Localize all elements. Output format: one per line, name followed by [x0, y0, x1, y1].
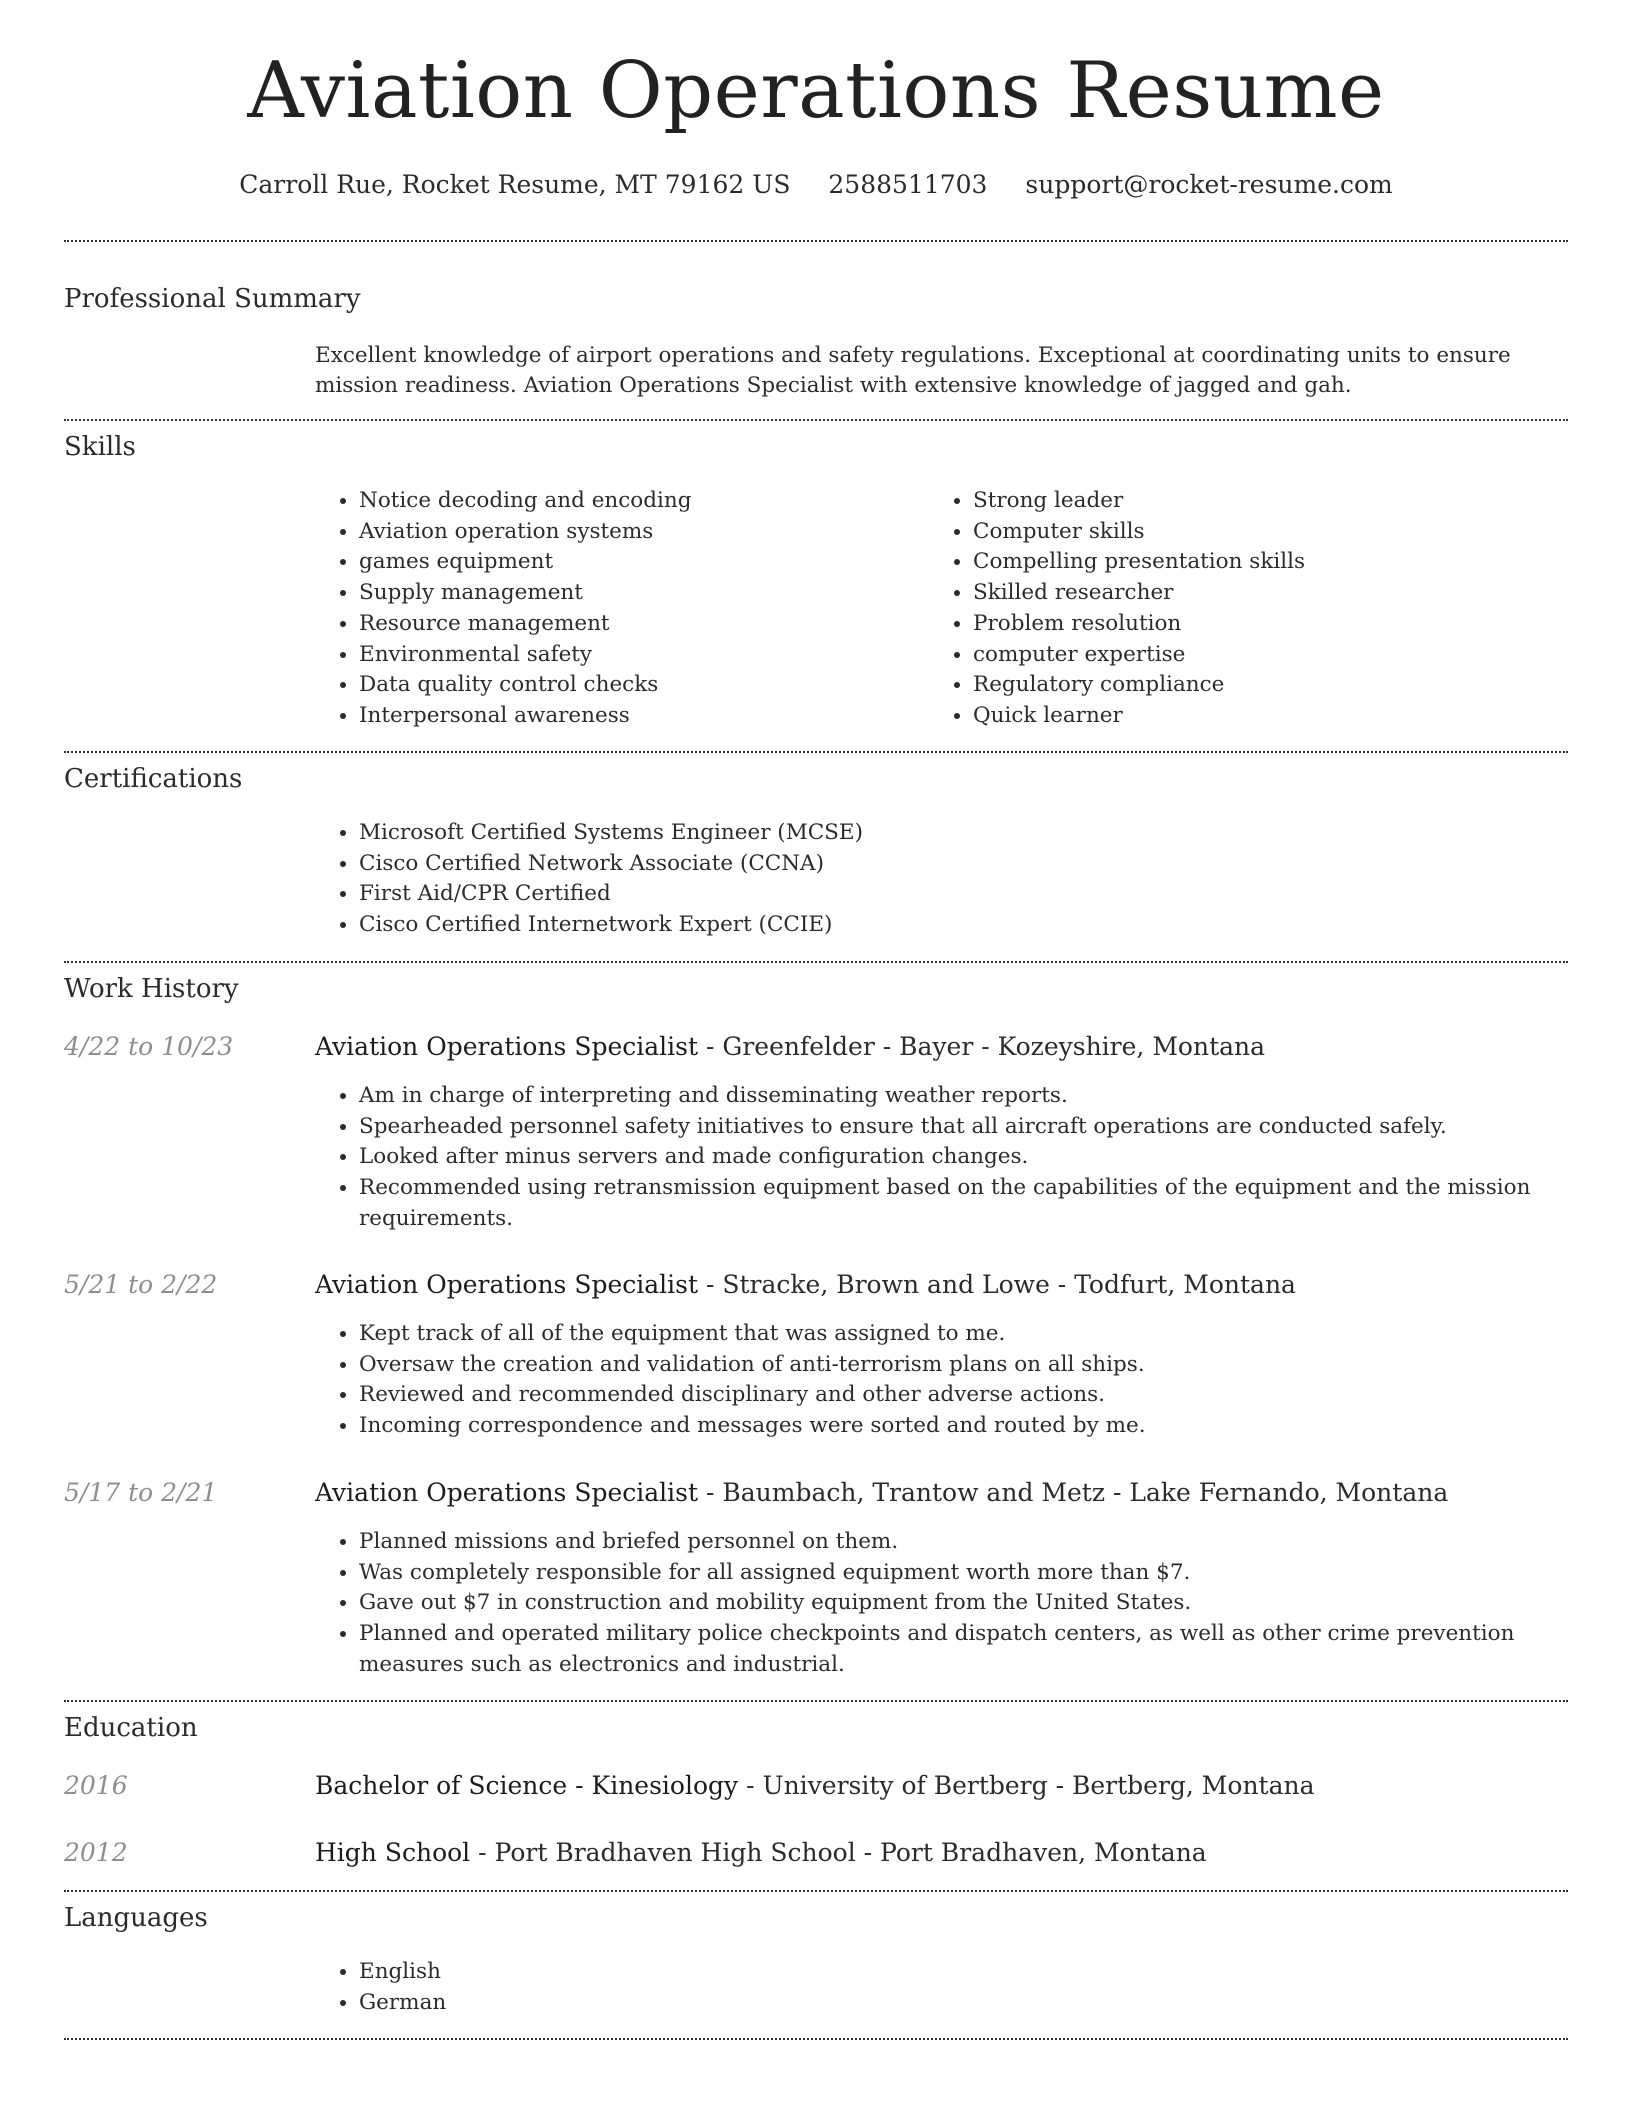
- skill-item: • games equipment: [359, 547, 919, 578]
- contact-phone: 2588511703: [828, 170, 988, 199]
- job-employer: - Stracke, Brown and Lowe - Todfurt, Montana: [698, 1270, 1296, 1299]
- job-bullet: • Am in charge of interpreting and disseminating weather reports.: [359, 1081, 1579, 1112]
- certification-item: • Microsoft Certified Systems Engineer (MCSE): [359, 818, 1559, 849]
- contact-line: [0, 170, 1632, 199]
- education-degree: High School: [315, 1838, 471, 1867]
- section-divider: [64, 1700, 1568, 1702]
- certification-item: • First Aid/CPR Certified: [359, 879, 1559, 910]
- job-role: Aviation Operations Specialist: [315, 1270, 699, 1299]
- work-heading: Work History: [64, 974, 239, 1004]
- skill-item: • Compelling presentation skills: [973, 547, 1533, 578]
- certification-item: • Cisco Certified Internetwork Expert (CCIE): [359, 910, 1559, 941]
- certifications-list: [315, 818, 1559, 941]
- job-dates: 5/17 to 2/21: [64, 1478, 218, 1507]
- job-bullets: [315, 1319, 1579, 1442]
- job-dates: 5/21 to 2/22: [64, 1270, 218, 1299]
- section-divider: [64, 751, 1568, 753]
- summary-text: Excellent knowledge of airport operations and safety regulations. Exceptional at coordinating units to ensure mission readiness. Aviation Operations Specialist with extensive knowledge of jagged and gah.: [315, 343, 1511, 398]
- skill-item: • Strong leader: [973, 486, 1533, 517]
- job-bullet: • Recommended using retransmission equipment based on the capabilities of the equipment and the mission requirements.: [359, 1173, 1579, 1234]
- job-dates: 4/22 to 10/23: [64, 1032, 234, 1061]
- contact-email: support@rocket-resume.com: [1025, 170, 1393, 199]
- education-year: 2012: [64, 1838, 128, 1867]
- job-title: [315, 1032, 1265, 1061]
- language-item: • German: [359, 1988, 959, 2019]
- section-divider: [64, 419, 1568, 421]
- job-employer: - Greenfelder - Bayer - Kozeyshire, Montana: [698, 1032, 1266, 1061]
- job-title: [315, 1270, 1296, 1299]
- skill-item: • computer expertise: [973, 640, 1533, 671]
- contact-address: Carroll Rue, Rocket Resume, MT 79162 US: [239, 170, 791, 199]
- skill-item: • Data quality control checks: [359, 670, 919, 701]
- education-entry: [315, 1771, 1315, 1800]
- skills-list-left: [315, 486, 919, 732]
- job-bullet: • Planned and operated military police checkpoints and dispatch centers, as well as other crime prevention measures such as electronics and industrial.: [359, 1619, 1579, 1680]
- skill-item: • Problem resolution: [973, 609, 1533, 640]
- skill-item: • Computer skills: [973, 517, 1533, 548]
- languages-list: [315, 1957, 959, 2018]
- section-divider: [64, 240, 1568, 242]
- section-divider: [64, 961, 1568, 963]
- education-heading: Education: [64, 1713, 198, 1743]
- job-bullet: • Looked after minus servers and made configuration changes.: [359, 1142, 1579, 1173]
- job-bullet: • Was completely responsible for all assigned equipment worth more than $7.: [359, 1558, 1579, 1589]
- skills-list-right: [929, 486, 1533, 732]
- job-bullet: • Kept track of all of the equipment that was assigned to me.: [359, 1319, 1579, 1350]
- skill-item: • Quick learner: [973, 701, 1533, 732]
- skill-item: • Interpersonal awareness: [359, 701, 919, 732]
- skill-item: • Environmental safety: [359, 640, 919, 671]
- certification-item: • Cisco Certified Network Associate (CCNA): [359, 849, 1559, 880]
- section-divider: [64, 1890, 1568, 1892]
- skill-item: • Notice decoding and encoding: [359, 486, 919, 517]
- section-divider: [64, 2038, 1568, 2040]
- job-bullet: • Spearheaded personnel safety initiatives to ensure that all aircraft operations are conducted safely.: [359, 1112, 1579, 1143]
- job-role: Aviation Operations Specialist: [315, 1478, 699, 1507]
- job-employer: - Baumbach, Trantow and Metz - Lake Fernando, Montana: [698, 1478, 1449, 1507]
- skill-item: • Resource management: [359, 609, 919, 640]
- education-school: - University of Bertberg - Bertberg, Montana: [738, 1771, 1315, 1800]
- skill-item: • Supply management: [359, 578, 919, 609]
- skill-item: • Aviation operation systems: [359, 517, 919, 548]
- job-bullet: • Incoming correspondence and messages were sorted and routed by me.: [359, 1411, 1579, 1442]
- skills-heading: Skills: [64, 432, 136, 462]
- skill-item: • Skilled researcher: [973, 578, 1533, 609]
- skill-item: • Regulatory compliance: [973, 670, 1533, 701]
- job-bullet: • Oversaw the creation and validation of anti-terrorism plans on all ships.: [359, 1350, 1579, 1381]
- education-entry: [315, 1838, 1207, 1867]
- job-role: Aviation Operations Specialist: [315, 1032, 699, 1061]
- job-bullet: • Planned missions and briefed personnel on them.: [359, 1527, 1579, 1558]
- job-bullet: • Gave out $7 in construction and mobility equipment from the United States.: [359, 1588, 1579, 1619]
- language-item: • English: [359, 1957, 959, 1988]
- job-bullets: [315, 1081, 1579, 1235]
- education-school: - Port Bradhaven High School - Port Bradhaven, Montana: [470, 1838, 1207, 1867]
- summary-heading: Professional Summary: [64, 284, 361, 314]
- job-bullet: • Reviewed and recommended disciplinary and other adverse actions.: [359, 1380, 1579, 1411]
- education-degree: Bachelor of Science - Kinesiology: [315, 1771, 739, 1800]
- resume-title: Aviation Operations Resume: [247, 46, 1385, 136]
- education-year: 2016: [64, 1771, 128, 1800]
- job-bullets: [315, 1527, 1579, 1681]
- job-title: [315, 1478, 1448, 1507]
- languages-heading: Languages: [64, 1903, 208, 1933]
- certifications-heading: Certifications: [64, 764, 243, 794]
